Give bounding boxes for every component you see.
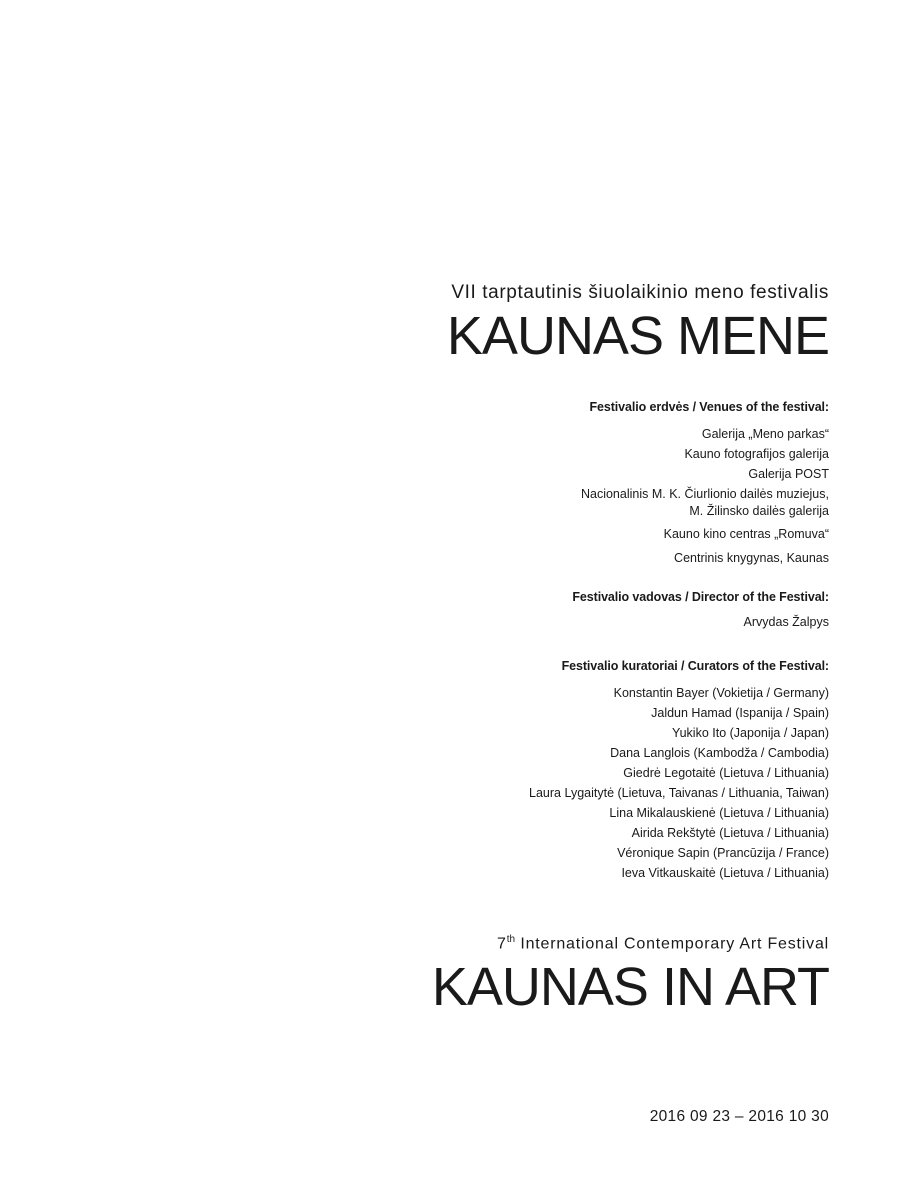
curator-item: Giedrė Legotaitė (Lietuva / Lithuania) (623, 766, 829, 780)
director-heading: Festivalio vadovas / Director of the Festival: (572, 590, 829, 604)
festival-title-en: KAUNAS IN ART (431, 957, 829, 1017)
director-name: Arvydas Žalpys (743, 615, 829, 629)
curator-item: Lina Mikalauskienė (Lietuva / Lithuania) (609, 806, 829, 820)
venue-item: Galerija POST (748, 467, 829, 481)
curator-item: Véronique Sapin (Prancūzija / France) (617, 846, 829, 860)
venue-item: Galerija „Meno parkas“ (701, 427, 829, 441)
venue-item: Centrinis knygynas, Kaunas (674, 551, 829, 565)
festival-subtitle-lt: VII tarptautinis šiuolaikinio meno festivalis (451, 282, 829, 303)
curator-item: Jaldun Hamad (Ispanija / Spain) (651, 706, 829, 720)
curator-item: Dana Langlois (Kambodža / Cambodia) (610, 746, 829, 760)
curator-item: Ieva Vitkauskaitė (Lietuva / Lithuania) (621, 866, 829, 880)
ordinal-suffix: th (506, 934, 516, 945)
festival-subtitle-en (497, 934, 829, 953)
venue-item: Nacionalinis M. K. Čiurlionio dailės muziejus, (580, 487, 829, 501)
curator-item: Yukiko Ito (Japonija / Japan) (671, 726, 829, 740)
venues-heading: Festivalio erdvės / Venues of the festival: (589, 400, 829, 414)
curator-item: Laura Lygaitytė (Lietuva, Taivanas / Lithuania, Taiwan) (529, 786, 829, 800)
curators-heading: Festivalio kuratoriai / Curators of the Festival: (561, 659, 829, 673)
subtitle-en-text: International Contemporary Art Festival (515, 935, 829, 953)
curators-list (529, 683, 829, 883)
festival-title-lt: KAUNAS MENE (446, 306, 829, 366)
venues-list (581, 424, 829, 568)
curator-item: Konstantin Bayer (Vokietija / Germany) (613, 686, 829, 700)
venue-item: Kauno fotografijos galerija (684, 447, 829, 461)
festival-dates: 2016 09 23 – 2016 10 30 (649, 1108, 829, 1125)
venue-item: Kauno kino centras „Romuva“ (663, 527, 829, 541)
venue-item: M. Žilinsko dailės galerija (689, 504, 829, 518)
ordinal-number: 7 (497, 935, 507, 953)
curator-item: Airida Rekštytė (Lietuva / Lithuania) (631, 826, 829, 840)
